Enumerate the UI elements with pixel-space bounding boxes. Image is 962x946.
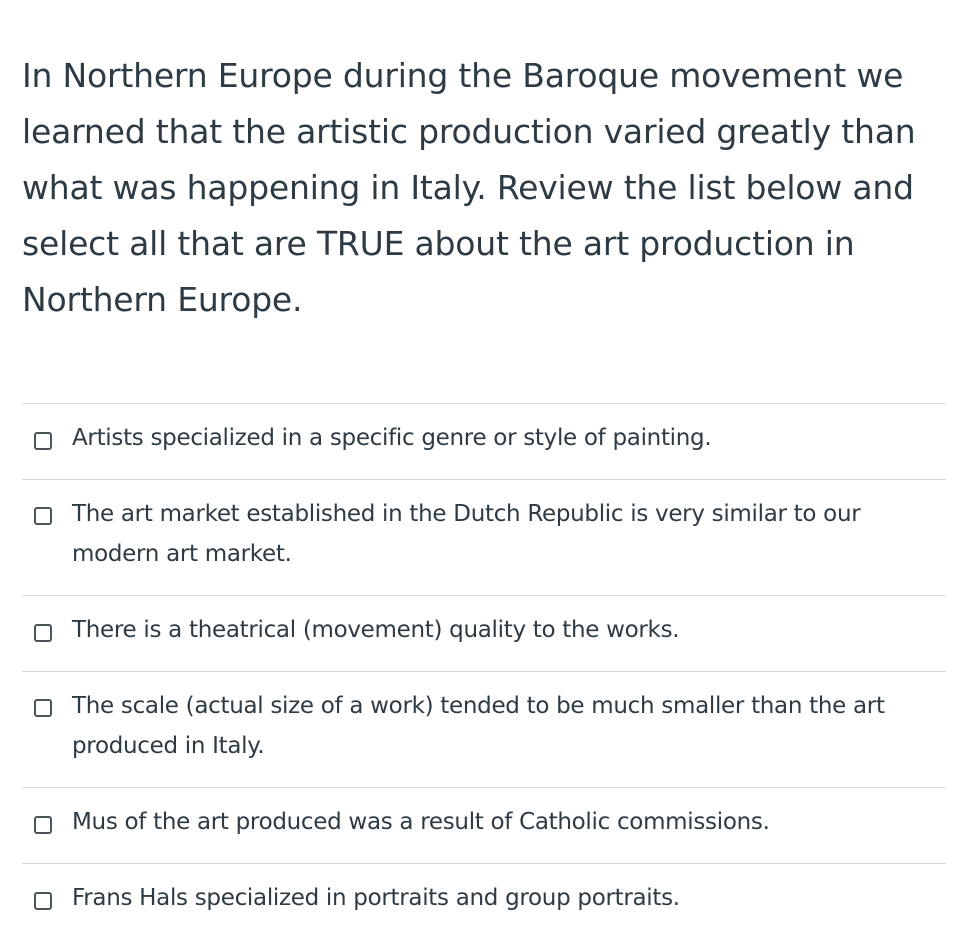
answer-option[interactable]	[22, 480, 946, 596]
answer-checkbox[interactable]	[34, 892, 52, 910]
answer-label[interactable]: There is a theatrical (movement) quality to the works.	[72, 617, 680, 643]
answer-option[interactable]	[22, 596, 946, 672]
question-text: In Northern Europe during the Baroque movement we learned that the artistic production varied greatly than what was happening in Italy. Review the list below and select all that are TRUE about the art production in Northern Europe.	[22, 56, 916, 319]
answer-label[interactable]: The art market established in the Dutch Republic is very similar to our modern art market.	[72, 501, 861, 567]
answer-option[interactable]	[22, 788, 946, 864]
answer-checkbox[interactable]	[34, 507, 52, 525]
answer-list	[22, 403, 946, 940]
answer-option[interactable]	[22, 864, 946, 940]
answer-label[interactable]: The scale (actual size of a work) tended to be much smaller than the art produced in Italy.	[72, 693, 885, 759]
answer-label[interactable]: Frans Hals specialized in portraits and group portraits.	[72, 885, 680, 911]
answer-checkbox[interactable]	[34, 432, 52, 450]
answer-checkbox[interactable]	[34, 624, 52, 642]
answer-label[interactable]: Mus of the art produced was a result of Catholic commissions.	[72, 809, 770, 835]
answer-checkbox[interactable]	[34, 816, 52, 834]
answer-label[interactable]: Artists specialized in a specific genre or style of painting.	[72, 425, 712, 451]
answer-checkbox[interactable]	[34, 699, 52, 717]
answer-option[interactable]	[22, 672, 946, 788]
answer-option[interactable]	[22, 404, 946, 480]
